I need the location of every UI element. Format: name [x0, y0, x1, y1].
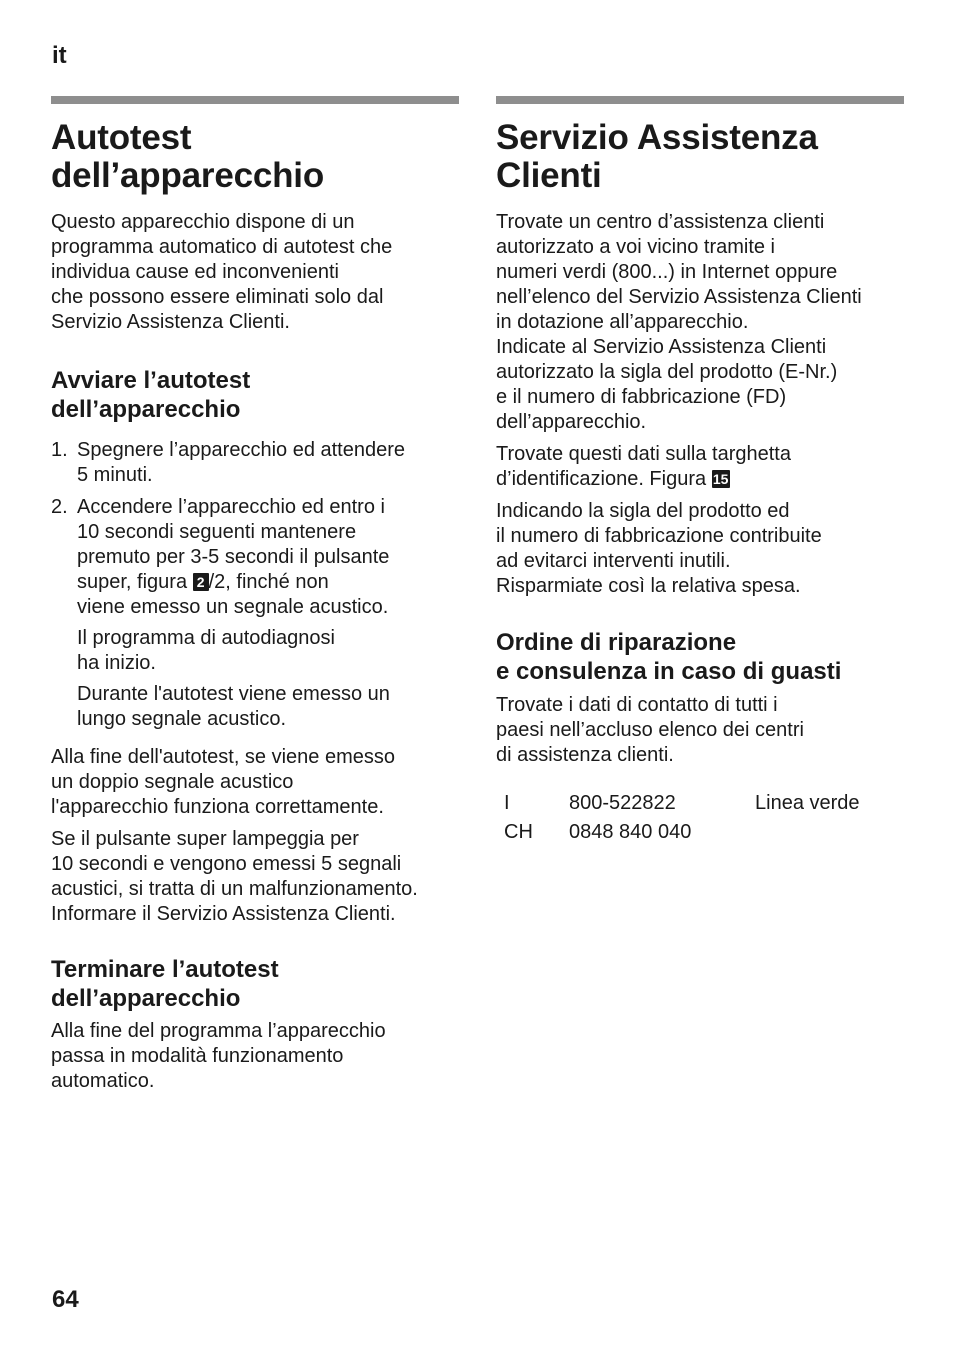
contact-country: I — [504, 792, 510, 814]
autotest-steps — [51, 438, 459, 620]
autotest-title: Autotest dell’apparecchio — [51, 118, 325, 195]
rating-plate-paragraph: Trovate questi dati sulla targhetta d’identificazione. Figura 15 — [496, 443, 791, 490]
repair-order-heading: Ordine di riparazione e consulenza in caso di guasti — [496, 629, 842, 685]
step-note-signal: Durante l'autotest viene emesso un lungo segnale acustico. — [77, 683, 390, 730]
customer-service-title: Servizio Assistenza Clienti — [496, 118, 818, 195]
autotest-end-paragraph: Alla fine dell'autotest, se viene emesso un doppio segnale acustico l'apparecchio funziona correttamente. — [51, 746, 396, 818]
table-row — [496, 789, 860, 818]
savings-paragraph: Indicando la sigla del prodotto ed il numero di fabbricazione contribuite ad evitarci interventi inutili. Risparmiate così la relativa spesa. — [496, 500, 822, 597]
section-rule — [51, 96, 459, 104]
start-autotest-heading: Avviare l’autotest dell’apparecchio — [51, 367, 251, 423]
figure-ref-15: 15 — [712, 471, 729, 487]
figure-ref-2: 2 — [193, 573, 209, 591]
autotest-error-paragraph: Se il pulsante super lampeggia per 10 secondi e vengono emessi 5 segnali acustici, si tratta di un malfunzionamento. Informare il Servizio Assistenza Clienti. — [51, 828, 418, 925]
repair-order-body: Trovate i dati di contatto di tutti i paesi nell’accluso elenco dei centri di assistenza clienti. — [496, 694, 804, 766]
contact-country: CH — [504, 821, 533, 843]
section-rule — [496, 96, 904, 104]
end-autotest-heading: Terminare l’autotest dell’apparecchio — [51, 956, 279, 1012]
contact-note — [755, 818, 860, 847]
step-note-start: Il programma di autodiagnosi ha inizio. — [77, 627, 335, 674]
contacts-table — [496, 789, 860, 847]
left-column — [51, 96, 459, 1094]
contact-note: Linea verde — [755, 792, 860, 814]
autotest-intro: Questo apparecchio dispone di un programma automatico di autotest che individua cause ed inconvenienti che possono essere eliminati solo dal Servizio Assistenza Clienti. — [51, 211, 393, 333]
customer-service-intro: Trovate un centro d’assistenza clienti autorizzato a voi vicino tramite i numeri verdi (800...) in Internet oppure nell’elenco del Servizio Assistenza Clienti in dotazione all’apparecchio. Indicate al Servizio Assistenza Clienti autorizzato la sigla del prodotto (E-Nr.) e il numero di fabbricazione (FD) dell’apparecchio. — [496, 211, 862, 433]
contact-phone: 800-522822 — [569, 792, 676, 814]
end-autotest-body: Alla fine del programma l’apparecchio passa in modalità funzionamento automatico. — [51, 1020, 386, 1092]
table-row — [496, 818, 860, 847]
right-column — [496, 96, 904, 847]
language-code: it — [52, 42, 67, 69]
page-number: 64 — [52, 1286, 79, 1313]
contact-phone: 0848 840 040 — [569, 821, 692, 843]
step-2: 2. Accendere l’apparecchio ed entro i 10 secondi seguenti mantenere premuto per 3-5 secondi il pulsante super, figura 2 /2, finché non viene emesso un segnale acustico. — [51, 496, 390, 618]
step-1: 1. Spegnere l’apparecchio ed attendere 5 minuti. — [51, 439, 406, 486]
